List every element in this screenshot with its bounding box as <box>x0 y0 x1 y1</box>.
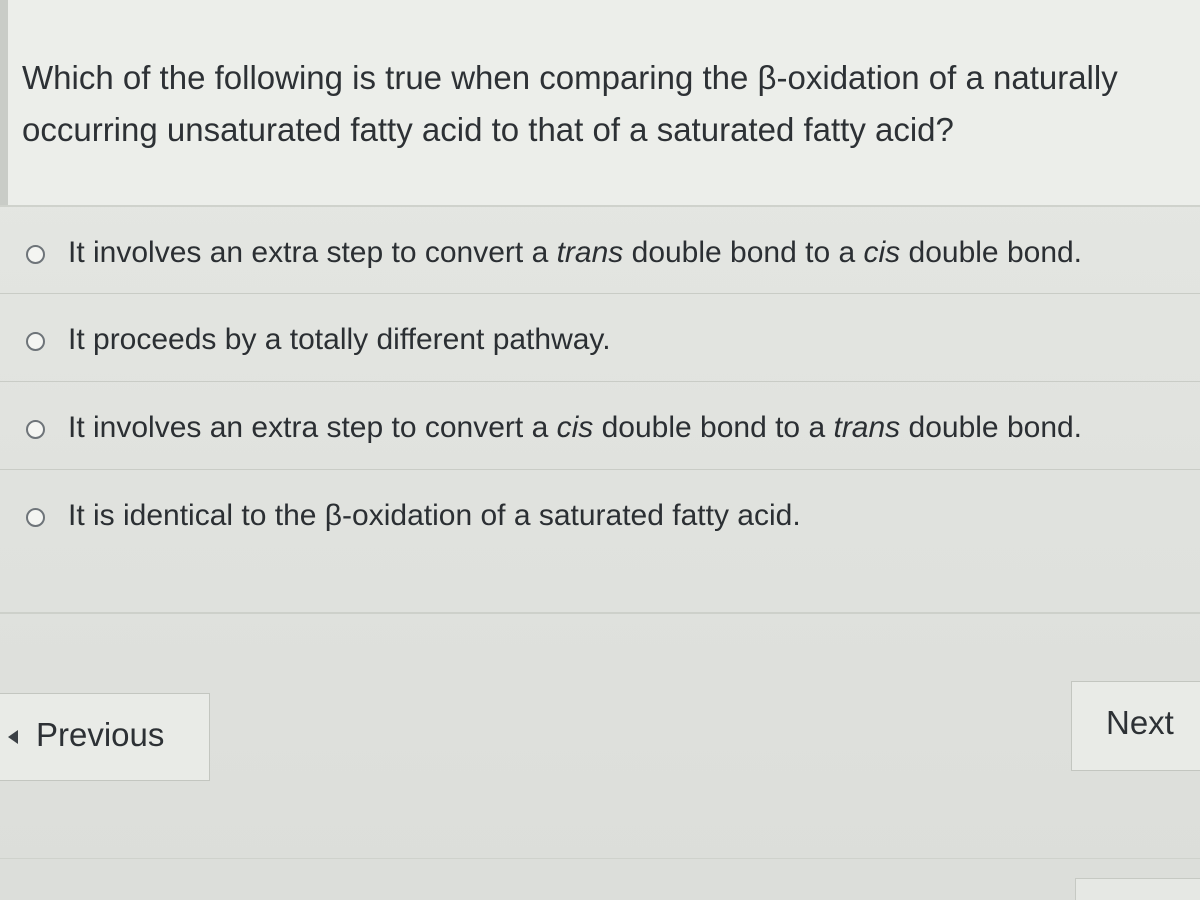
next-button[interactable] <box>1071 681 1200 771</box>
question-panel <box>0 0 1200 205</box>
answer-option-4[interactable] <box>0 469 1200 557</box>
question-text: Which of the following is true when comparing the β-oxidation of a naturally occurring unsaturated fatty acid to that of a saturated fatty acid? <box>22 59 1118 148</box>
triangle-left-icon <box>8 730 18 744</box>
answer-text <box>68 320 611 360</box>
footer-divider <box>0 858 1200 859</box>
answer-list <box>0 205 1200 557</box>
answer-text-segment: It proceeds by a totally different pathway. <box>68 323 611 356</box>
section-divider <box>0 612 1200 614</box>
answer-text-segment: double bond to a <box>623 236 864 269</box>
answer-text <box>68 496 801 536</box>
answer-text-italic: trans <box>833 411 901 444</box>
footer-tab <box>1075 878 1200 900</box>
answer-text-segment: It involves an extra step to convert a <box>68 236 557 269</box>
answer-text <box>68 233 1082 273</box>
answer-text-italic: trans <box>556 236 624 269</box>
answer-text-segment: double bond. <box>900 236 1083 269</box>
radio-button-icon[interactable] <box>26 245 45 264</box>
radio-button-icon[interactable] <box>26 332 45 351</box>
answer-option-3[interactable] <box>0 381 1200 469</box>
answer-option-2[interactable] <box>0 293 1200 381</box>
radio-button-icon[interactable] <box>26 508 45 527</box>
answer-text-italic: cis <box>556 411 594 444</box>
previous-button[interactable] <box>0 693 210 781</box>
answer-text-segment: It is identical to the β-oxidation of a saturated fatty acid. <box>68 499 801 532</box>
answer-text <box>68 408 1082 448</box>
answer-option-1[interactable] <box>0 205 1200 293</box>
answer-text-italic: cis <box>863 236 901 269</box>
answer-text-segment: double bond to a <box>593 411 834 444</box>
answer-text-segment: It involves an extra step to convert a <box>68 411 557 444</box>
answer-text-segment: double bond. <box>900 411 1083 444</box>
next-button-label: Next <box>1106 704 1174 741</box>
previous-button-label: Previous <box>36 716 165 753</box>
radio-button-icon[interactable] <box>26 420 45 439</box>
